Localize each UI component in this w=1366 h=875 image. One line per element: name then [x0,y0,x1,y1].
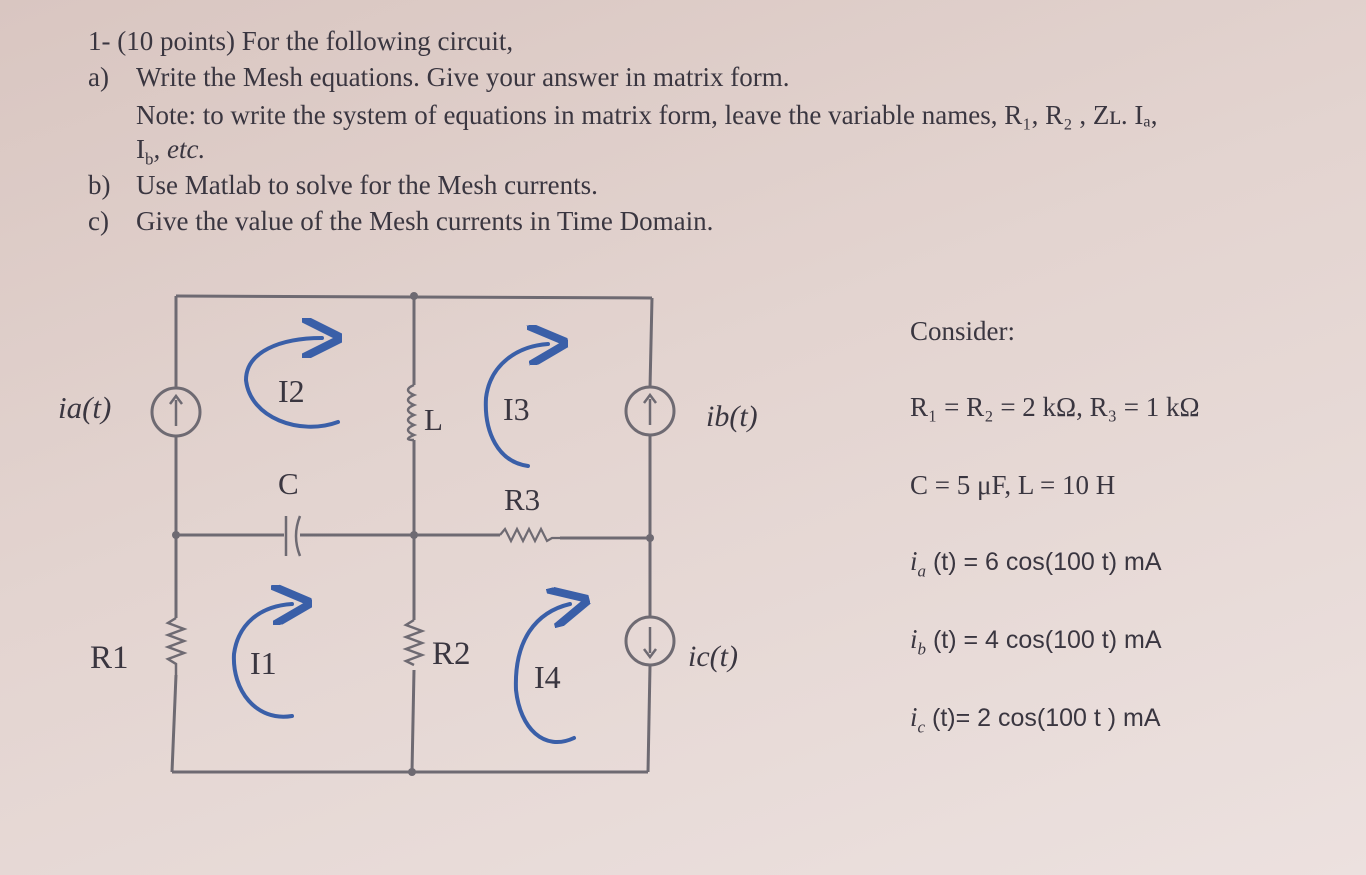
resistor-r3-symbol [500,529,560,541]
r2-label: R2 [432,636,471,672]
question-header: 1- (10 points) For the following circuit, [88,26,514,56]
capacitor-inductor-values: C = 5 μF, L = 10 H [910,470,1116,500]
part-a-note: Note: to write the system of equations in matrix form, leave the variable names, R₁, R₂ , Zʟ. Iₐ, [136,100,1158,130]
part-b-marker: b) [88,170,111,200]
r1-label: R1 [90,640,129,676]
part-c-marker: c) [88,206,109,236]
capacitor-symbol [286,516,300,556]
source-a-label: ia(t) [58,390,112,425]
r3-label: R3 [504,482,541,517]
resistor-r2-symbol [406,620,422,665]
part-a-marker: a) [88,62,109,92]
ic-expression: $i_c$ (t)= 2 cos(100 t ) mA [910,702,1161,737]
resistor-values: R₁ = R₂ = 2 kΩ, R₃ = 1 kΩ [910,392,1200,422]
source-c-label: ic(t) [688,640,738,673]
resistor-r1-symbol [168,618,184,675]
part-c-text: Give the value of the Mesh currents in Time Domain. [136,206,714,236]
ib-expression: $i_b$ (t) = 4 cos(100 t) mA [910,624,1162,659]
ia-expression: $i_a$ (t) = 6 cos(100 t) mA [910,546,1162,581]
current-source-a [152,388,200,436]
inductor-symbol [408,385,414,440]
consider-heading: Consider: [910,316,1015,346]
current-source-b [626,387,674,435]
mesh-2-label: I2 [278,373,305,409]
current-source-c [626,617,674,665]
mesh-3-label: I3 [503,391,530,427]
part-b-text: Use Matlab to solve for the Mesh currents. [136,170,598,200]
inductor-label: L [424,402,443,437]
capacitor-label: C [278,466,299,501]
mesh-1-label: I1 [250,645,277,681]
source-b-label: ib(t) [706,400,758,433]
mesh-4-label: I4 [534,659,561,695]
part-a-text: Write the Mesh equations. Give your answer in matrix form. [136,62,790,92]
part-a-note-continuation: $I_b$, etc. [136,134,206,169]
